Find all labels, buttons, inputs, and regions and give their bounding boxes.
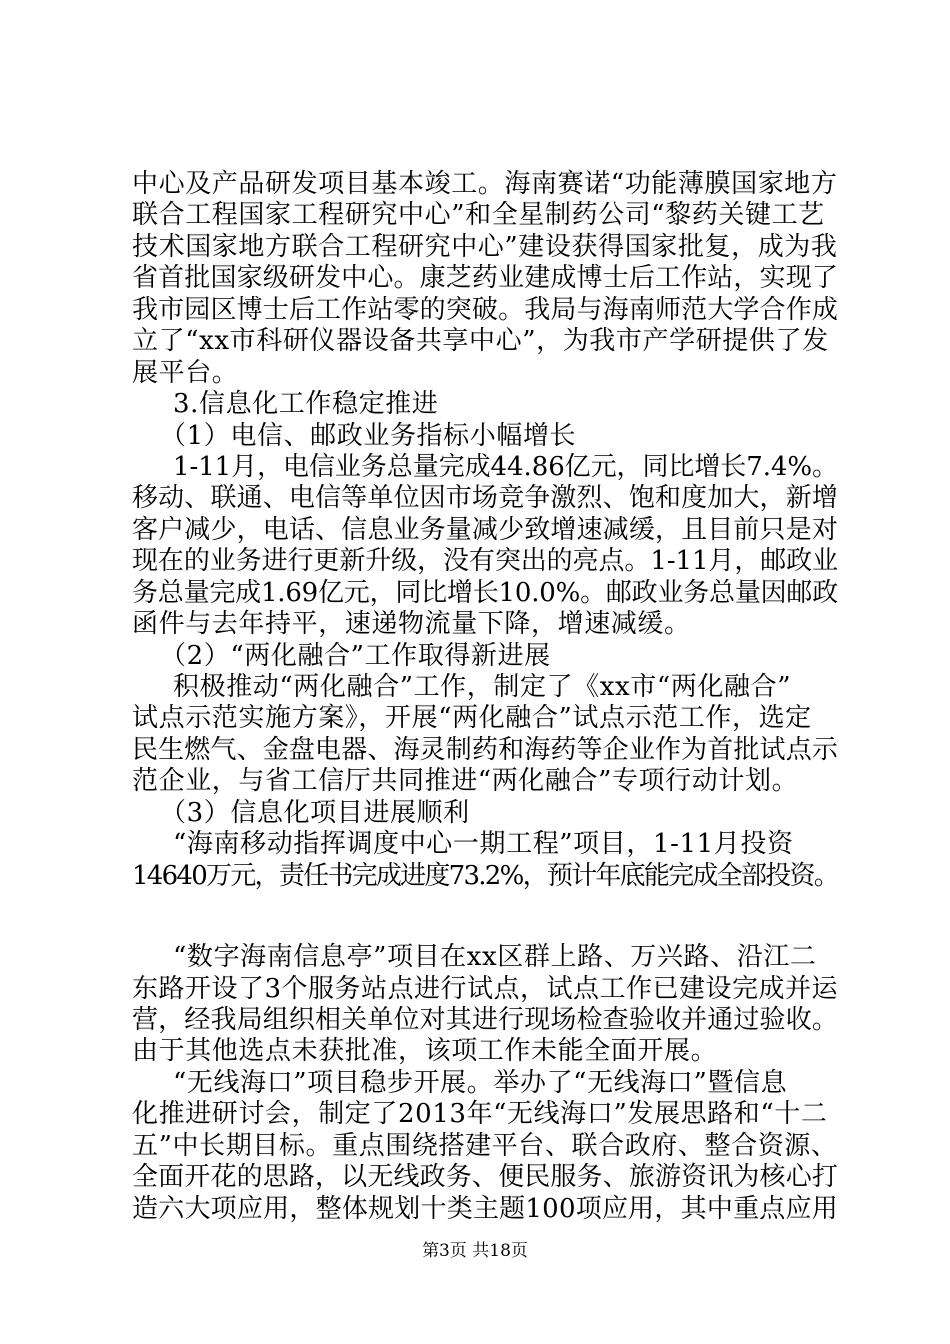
paragraph-line: 化推进研讨会，制定了2013年“无线海口”发展思路和“十二 [132, 1099, 828, 1130]
paragraph-line: “无线海口”项目稳步开展。举办了“无线海口”暨信息 [173, 1067, 788, 1098]
paragraph-line: 务总量完成1.69亿元，同比增长10.0%。邮政业务总量因邮政 [132, 577, 838, 608]
paragraph-line: 中心及产品研发项目基本竣工。海南赛诺“功能薄膜国家地方 [132, 169, 838, 199]
paragraph-line: 省首批国家级研发中心。康芝药业建成博士后工作站，实现了 [132, 263, 838, 294]
paragraph-line: 积极推动“两化融合”工作，制定了《xx市“两化融合” [173, 672, 792, 702]
paragraph-line: 函件与去年持平，速递物流量下降，增速减缓。 [132, 609, 691, 640]
paragraph-line: 由于其他选点未获批准，该项工作未能全面开展。 [132, 1036, 718, 1067]
paragraph-line: 联合工程国家工程研究中心”和全星制药公司“黎药关键工艺 [132, 200, 825, 231]
paragraph-line: 五”中长期目标。重点围绕搭建平台、联合政府、整合资源、 [132, 1130, 838, 1161]
paragraph-line: 展平台。 [132, 357, 239, 388]
paragraph-line: 范企业，与省工信厅共同推进“两化融合”专项行动计划。 [132, 766, 799, 797]
paragraph-line: 现在的业务进行更新升级，没有突出的亮点。1-11月，邮政业 [132, 546, 838, 577]
paragraph-line: “数字海南信息亭”项目在xx区群上路、万兴路、沿江二 [173, 942, 817, 973]
paragraph-line: 我市园区博士后工作站零的突破。我局与海南师范大学合作成 [132, 294, 838, 325]
paragraph-line: “海南移动指挥调度中心一期工程”项目，1-11月投资 [173, 829, 794, 860]
paragraph-line: 14640万元，责任书完成进度73.2%，预计年底能完成全部投资。 [132, 860, 838, 891]
subsection-heading: （3）信息化项目进展顺利 [160, 797, 470, 828]
paragraph-line: 试点示范实施方案》，开展“两化融合”试点示范工作，选定 [132, 703, 812, 734]
paragraph-line: 立了“xx市科研仪器设备共享中心”，为我市产学研提供了发 [132, 326, 829, 357]
paragraph-line: 客户减少，电话、信息业务量减少致增速减缓，且目前只是对 [132, 514, 838, 545]
paragraph-line: 全面开花的思路，以无线政务、便民服务、旅游资讯为核心打 [132, 1162, 838, 1193]
paragraph-line: 东路开设了3个服务站点进行试点，试点工作已建设完成并运 [132, 973, 838, 1004]
page-number-footer: 第3页 共18页 [422, 1241, 528, 1261]
paragraph-line: 技术国家地方联合工程研究中心”建设获得国家批复，成为我 [132, 231, 838, 262]
paragraph-line: 营，经我局组织相关单位对其进行现场检查验收并通过验收。 [132, 1004, 838, 1035]
section-heading: 3.信息化工作稳定推进 [173, 389, 439, 420]
subsection-heading: （2）“两化融合”工作取得新进展 [160, 640, 551, 671]
subsection-heading: （1）电信、邮政业务指标小幅增长 [160, 420, 577, 451]
paragraph-line: 民生燃气、金盘电器、海灵制药和海药等企业作为首批试点示 [132, 734, 838, 765]
paragraph-line: 1-11月，电信业务总量完成44.86亿元，同比增长7.4%。 [173, 451, 838, 482]
paragraph-line: 移动、联通、电信等单位因市场竞争激烈、饱和度加大，新增 [132, 483, 838, 514]
paragraph-line: 造六大项应用，整体规划十类主题100项应用，其中重点应用 [132, 1193, 838, 1224]
